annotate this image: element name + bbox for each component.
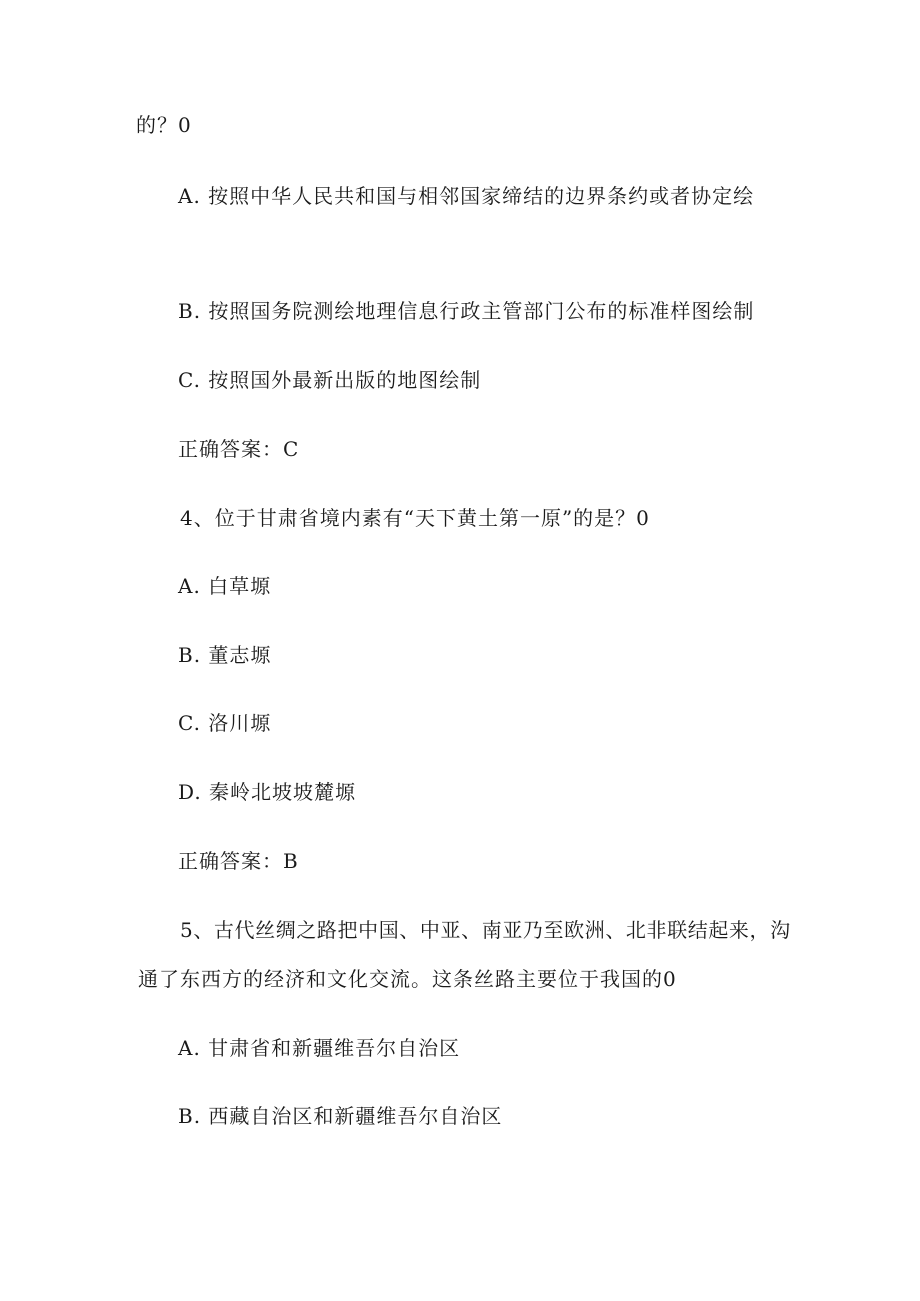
q4-stem: 4、位于甘肃省境内素有“天下黄土第一原”的是？0 [180,506,650,530]
q3-option-b: B. 按照国务院测绘地理信息行政主管部门公布的标准样图绘制 [178,299,755,323]
q4-option-b: B. 董志塬 [178,643,272,667]
q5-option-a: A. 甘肃省和新疆维吾尔自治区 [178,1036,461,1060]
q3-answer: 正确答案：C [178,437,300,461]
q4-option-a: A. 白草塬 [178,574,272,598]
q3-stem-tail: 的？0 [136,113,192,137]
q3-option-a: A. 按照中华人民共和国与相邻国家缔结的边界条约或者协定绘 [178,184,755,208]
q4-option-d: D. 秦岭北坡坡麓塬 [178,780,357,804]
q5-option-b: B. 西藏自治区和新疆维吾尔自治区 [178,1104,503,1128]
q3-option-c: C. 按照国外最新出版的地图绘制 [178,368,482,392]
q4-option-c: C. 洛川塬 [178,711,272,735]
q5-stem-line1: 5、古代丝绸之路把中国、中亚、南亚乃至欧洲、北非联结起来，沟 [180,918,791,942]
q5-stem-line2: 通了东西方的经济和文化交流。这条丝路主要位于我国的0 [138,967,677,991]
q4-answer: 正确答案：B [178,849,299,873]
